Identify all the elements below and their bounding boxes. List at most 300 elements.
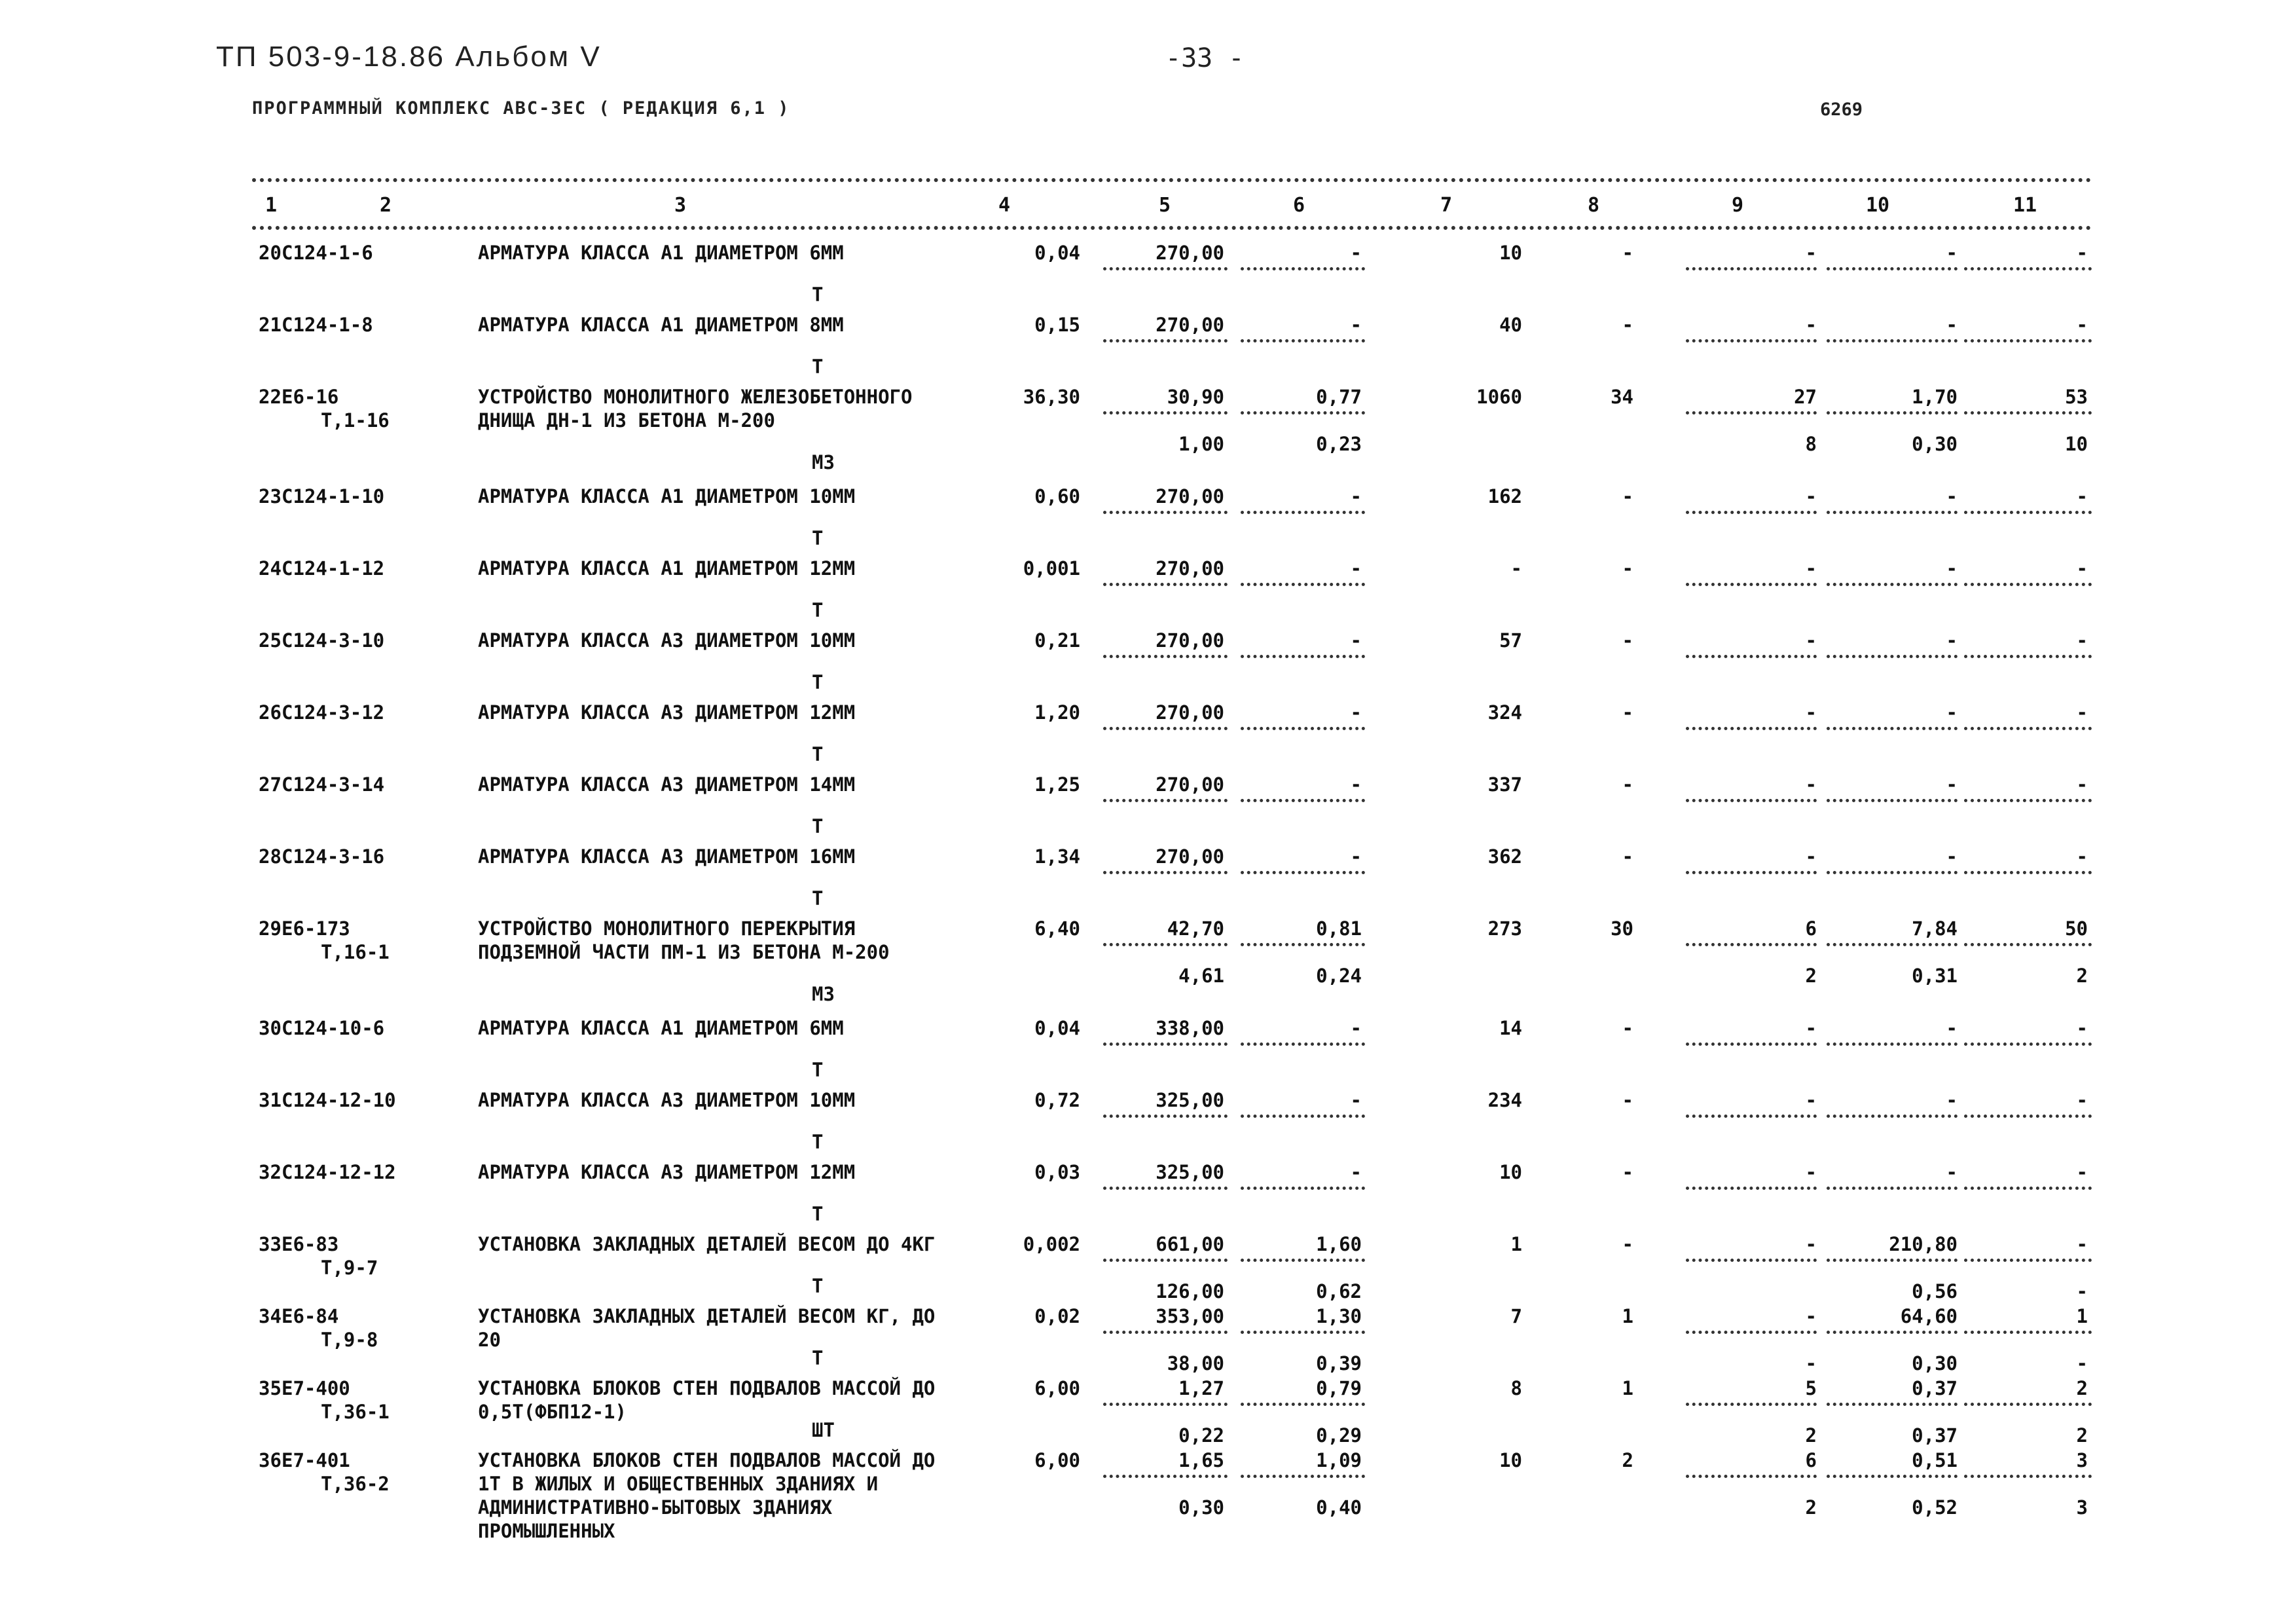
cell-divider-rule <box>1964 943 2092 946</box>
unit-cost: 325,00 <box>1156 1161 1224 1183</box>
cell-divider-rule <box>1241 1475 1365 1478</box>
cell-divider-rule <box>1964 1403 2092 1406</box>
table-row <box>252 1304 2092 1375</box>
table-row <box>252 701 2092 766</box>
cell-divider-rule <box>1964 1115 2092 1118</box>
machine-value: - <box>1622 1161 1633 1183</box>
col10-secondary: 0,30 <box>1912 1352 1958 1375</box>
col-8: 8 <box>1588 194 1600 217</box>
cell-divider-rule <box>1103 1403 1228 1406</box>
col9-value: 6 <box>1805 917 1817 940</box>
work-description: АРМАТУРА КЛАССА А1 ДИАМЕТРОМ 10ММ <box>478 485 856 507</box>
table-header-rule <box>252 226 2092 230</box>
cell-divider-rule <box>1686 1475 1817 1478</box>
cell-divider-rule <box>1686 1403 1817 1406</box>
labor-value: 40 <box>1499 314 1522 336</box>
cell-divider-rule <box>1827 1043 1958 1046</box>
unit-cost-2-secondary: 0,62 <box>1316 1280 1362 1302</box>
unit-cost-2: - <box>1350 845 1362 868</box>
machine-value: - <box>1622 557 1633 580</box>
col9-value: - <box>1805 845 1817 868</box>
cell-divider-rule <box>1103 727 1228 730</box>
quantity: 0,03 <box>1034 1161 1080 1183</box>
row-number: 26 <box>259 701 282 724</box>
rate-code: С124-3-16 <box>282 845 385 868</box>
row-number: 21 <box>259 314 282 336</box>
cell-divider-rule <box>1686 1043 1817 1046</box>
unit-cost: 270,00 <box>1156 314 1224 336</box>
document-code: 6269 <box>1820 100 1863 120</box>
unit-cost: 1,27 <box>1178 1377 1224 1399</box>
table-reference: Т,9-8 <box>321 1329 378 1351</box>
cell-divider-rule <box>1241 1259 1365 1262</box>
unit-cost-2: - <box>1350 485 1362 507</box>
labor-value: 362 <box>1487 845 1522 868</box>
cell-divider-rule <box>1964 1043 2092 1046</box>
table-reference: Т,1-16 <box>321 409 390 432</box>
unit-cost-secondary: 0,22 <box>1178 1424 1224 1447</box>
unit-cost: 270,00 <box>1156 701 1224 724</box>
col10-value: - <box>1946 1017 1958 1039</box>
row-number: 23 <box>259 485 282 507</box>
quantity: 0,72 <box>1034 1089 1080 1111</box>
row-number: 32 <box>259 1161 282 1183</box>
cell-divider-rule <box>1241 1115 1365 1118</box>
col9-secondary: 8 <box>1805 433 1817 455</box>
cell-divider-rule <box>1686 727 1817 730</box>
work-description: АРМАТУРА КЛАССА А3 ДИАМЕТРОМ 10ММ <box>478 1089 856 1111</box>
cell-divider-rule <box>1241 411 1365 415</box>
col10-secondary: 0,52 <box>1912 1496 1958 1519</box>
col11-value: - <box>2076 845 2088 868</box>
col9-value: - <box>1805 1017 1817 1039</box>
table-row <box>252 485 2092 549</box>
machine-value: - <box>1622 314 1633 336</box>
cell-divider-rule <box>1964 871 2092 874</box>
col-11: 11 <box>2013 194 2037 217</box>
col11-secondary: - <box>2076 1280 2088 1302</box>
table-row <box>252 385 2092 473</box>
cell-divider-rule <box>1103 1187 1228 1190</box>
quantity: 0,002 <box>1023 1233 1080 1255</box>
cell-divider-rule <box>1103 1115 1228 1118</box>
cell-divider-rule <box>1103 1475 1228 1478</box>
col9-value: - <box>1805 629 1817 652</box>
unit-of-measure: М3 <box>812 451 835 473</box>
work-description: УСТАНОВКА БЛОКОВ СТЕН ПОДВАЛОВ МАССОЙ ДО 0,5Т(ФБП12-1) <box>478 1377 936 1423</box>
row-number: 30 <box>259 1017 282 1039</box>
cell-divider-rule <box>1827 943 1958 946</box>
row-number: 24 <box>259 557 282 580</box>
cell-divider-rule <box>1103 1043 1228 1046</box>
unit-cost: 270,00 <box>1156 485 1224 507</box>
cell-divider-rule <box>1686 943 1817 946</box>
rate-code: Е6-16 <box>282 386 339 408</box>
cell-divider-rule <box>1686 1115 1817 1118</box>
col11-value: - <box>2076 773 2088 796</box>
col10-secondary: 0,56 <box>1912 1280 1958 1302</box>
unit-of-measure: Т <box>812 527 824 549</box>
unit-cost-2: - <box>1350 701 1362 724</box>
unit-cost-2: - <box>1350 629 1362 652</box>
cell-divider-rule <box>1964 1475 2092 1478</box>
cell-divider-rule <box>1964 511 2092 514</box>
col10-value: 0,51 <box>1912 1449 1958 1471</box>
work-description: УСТРОЙСТВО МОНОЛИТНОГО ПЕРЕКРЫТИЯ ПОДЗЕМНОЙ ЧАСТИ ПМ-1 ИЗ БЕТОНА М-200 <box>478 917 890 963</box>
cell-divider-rule <box>1686 655 1817 658</box>
work-description: АРМАТУРА КЛАССА А1 ДИАМЕТРОМ 12ММ <box>478 557 856 580</box>
col10-secondary: 0,31 <box>1912 965 1958 987</box>
table-row <box>252 845 2092 910</box>
rate-code: С124-12-10 <box>282 1089 396 1111</box>
unit-cost-2: - <box>1350 1017 1362 1039</box>
quantity: 0,04 <box>1034 242 1080 264</box>
cell-divider-rule <box>1103 267 1228 270</box>
cell-divider-rule <box>1241 871 1365 874</box>
col11-value: 3 <box>2076 1449 2088 1471</box>
col11-value: - <box>2076 629 2088 652</box>
cell-divider-rule <box>1241 267 1365 270</box>
table-row <box>252 1160 2092 1225</box>
labor-value: 1 <box>1510 1233 1522 1255</box>
quantity: 6,00 <box>1034 1377 1080 1399</box>
quantity: 0,21 <box>1034 629 1080 652</box>
unit-cost-2: 0,81 <box>1316 917 1362 940</box>
row-number: 33 <box>259 1233 282 1255</box>
unit-of-measure: Т <box>812 356 824 378</box>
cell-divider-rule <box>1103 411 1228 415</box>
unit-cost-2: 1,60 <box>1316 1233 1362 1255</box>
rate-code: С124-3-10 <box>282 629 385 652</box>
col11-secondary: 2 <box>2076 1424 2088 1447</box>
quantity: 0,001 <box>1023 557 1080 580</box>
table-row <box>252 1088 2092 1153</box>
table-top-rule <box>252 178 2092 182</box>
col11-secondary: 3 <box>2076 1496 2088 1519</box>
unit-of-measure: Т <box>812 1131 824 1153</box>
unit-cost: 270,00 <box>1156 629 1224 652</box>
cell-divider-rule <box>1103 1259 1228 1262</box>
cell-divider-rule <box>1103 339 1228 342</box>
col9-value: - <box>1805 1161 1817 1183</box>
unit-of-measure: Т <box>812 815 824 838</box>
quantity: 0,15 <box>1034 314 1080 336</box>
cell-divider-rule <box>1686 1259 1817 1262</box>
col9-value: - <box>1805 701 1817 724</box>
row-number: 34 <box>259 1305 282 1327</box>
col10-value: - <box>1946 629 1958 652</box>
labor-value: 10 <box>1499 1449 1522 1471</box>
cell-divider-rule <box>1964 1259 2092 1262</box>
cell-divider-rule <box>1686 267 1817 270</box>
col11-secondary: - <box>2076 1352 2088 1375</box>
cell-divider-rule <box>1964 727 2092 730</box>
unit-cost: 270,00 <box>1156 242 1224 264</box>
work-description: АРМАТУРА КЛАССА А1 ДИАМЕТРОМ 6ММ <box>478 1017 844 1039</box>
labor-value: 273 <box>1487 917 1522 940</box>
cell-divider-rule <box>1827 511 1958 514</box>
col11-value: - <box>2076 314 2088 336</box>
col9-secondary: 2 <box>1805 1496 1817 1519</box>
unit-cost-secondary: 38,00 <box>1167 1352 1224 1375</box>
unit-of-measure: Т <box>812 284 824 306</box>
col9-secondary: - <box>1805 1352 1817 1375</box>
machine-value: 2 <box>1622 1449 1633 1471</box>
header-subtitle: ПРОГРАММНЫЙ КОМПЛЕКС АВС-3ЕС ( РЕДАКЦИЯ 6,1 ) <box>252 98 790 119</box>
quantity: 1,34 <box>1034 845 1080 868</box>
col11-secondary: 10 <box>2065 433 2088 455</box>
labor-value: 162 <box>1487 485 1522 507</box>
row-number: 27 <box>259 773 282 796</box>
col11-secondary: 2 <box>2076 965 2088 987</box>
table-row <box>252 1449 2092 1566</box>
cell-divider-rule <box>1827 339 1958 342</box>
col9-value: - <box>1805 1089 1817 1111</box>
cell-divider-rule <box>1241 1043 1365 1046</box>
col-9: 9 <box>1732 194 1744 217</box>
unit-cost-2: 1,09 <box>1316 1449 1362 1471</box>
cell-divider-rule <box>1241 511 1365 514</box>
unit-cost: 338,00 <box>1156 1017 1224 1039</box>
table-row <box>252 1016 2092 1081</box>
cell-divider-rule <box>1686 1187 1817 1190</box>
unit-cost-2-secondary: 0,40 <box>1316 1496 1362 1519</box>
cell-divider-rule <box>1827 1259 1958 1262</box>
quantity: 0,02 <box>1034 1305 1080 1327</box>
labor-value: 10 <box>1499 1161 1522 1183</box>
cell-divider-rule <box>1686 511 1817 514</box>
unit-cost: 270,00 <box>1156 845 1224 868</box>
unit-of-measure: Т <box>812 671 824 693</box>
machine-value: - <box>1622 629 1633 652</box>
col10-value: - <box>1946 773 1958 796</box>
cell-divider-rule <box>1103 1331 1228 1334</box>
col-5: 5 <box>1159 194 1171 217</box>
unit-cost-secondary: 126,00 <box>1156 1280 1224 1302</box>
col9-value: - <box>1805 1305 1817 1327</box>
machine-value: - <box>1622 1233 1633 1255</box>
cell-divider-rule <box>1827 655 1958 658</box>
cell-divider-rule <box>1964 655 2092 658</box>
machine-value: 30 <box>1611 917 1633 940</box>
unit-cost-2-secondary: 0,23 <box>1316 433 1362 455</box>
rate-code: Е7-400 <box>282 1377 350 1399</box>
work-description: АРМАТУРА КЛАССА А3 ДИАМЕТРОМ 12ММ <box>478 1161 856 1183</box>
cell-divider-rule <box>1964 267 2092 270</box>
col9-value: - <box>1805 314 1817 336</box>
cell-divider-rule <box>1964 583 2092 586</box>
row-number: 22 <box>259 386 282 408</box>
unit-cost-2: - <box>1350 1161 1362 1183</box>
machine-value: - <box>1622 845 1633 868</box>
cell-divider-rule <box>1686 583 1817 586</box>
col9-value: - <box>1805 242 1817 264</box>
work-description: АРМАТУРА КЛАССА А1 ДИАМЕТРОМ 8ММ <box>478 314 844 336</box>
cell-divider-rule <box>1241 799 1365 802</box>
col10-value: - <box>1946 1089 1958 1111</box>
unit-of-measure: Т <box>812 599 824 621</box>
col11-value: - <box>2076 485 2088 507</box>
col-1: 1 <box>265 194 278 217</box>
cell-divider-rule <box>1827 1475 1958 1478</box>
unit-cost-2: 1,30 <box>1316 1305 1362 1327</box>
rate-code: Е6-173 <box>282 917 350 940</box>
cell-divider-rule <box>1103 511 1228 514</box>
unit-cost-2: - <box>1350 557 1362 580</box>
unit-of-measure: ШТ <box>812 1419 835 1441</box>
work-description: УСТАНОВКА ЗАКЛАДНЫХ ДЕТАЛЕЙ ВЕСОМ КГ, ДО 20 <box>478 1305 936 1351</box>
col9-value: - <box>1805 557 1817 580</box>
col-7: 7 <box>1440 194 1453 217</box>
table-reference: Т,36-2 <box>321 1473 390 1495</box>
cell-divider-rule <box>1103 583 1228 586</box>
cell-divider-rule <box>1964 411 2092 415</box>
unit-cost: 353,00 <box>1156 1305 1224 1327</box>
col9-secondary: 2 <box>1805 1424 1817 1447</box>
col-4: 4 <box>998 194 1011 217</box>
col11-value: - <box>2076 1017 2088 1039</box>
unit-of-measure: Т <box>812 1203 824 1225</box>
quantity: 36,30 <box>1023 386 1080 408</box>
unit-of-measure: Т <box>812 1347 824 1369</box>
unit-cost-2: - <box>1350 773 1362 796</box>
labor-value: 8 <box>1510 1377 1522 1399</box>
col9-value: - <box>1805 485 1817 507</box>
unit-cost: 30,90 <box>1167 386 1224 408</box>
unit-cost: 270,00 <box>1156 773 1224 796</box>
quantity: 0,04 <box>1034 1017 1080 1039</box>
cell-divider-rule <box>1964 339 2092 342</box>
labor-value: 337 <box>1487 773 1522 796</box>
cell-divider-rule <box>1827 583 1958 586</box>
unit-cost-2: 0,79 <box>1316 1377 1362 1399</box>
unit-cost-secondary: 1,00 <box>1178 433 1224 455</box>
table-reference: Т,9-7 <box>321 1257 378 1279</box>
work-description: АРМАТУРА КЛАССА А1 ДИАМЕТРОМ 6ММ <box>478 242 844 264</box>
col10-value: 64,60 <box>1900 1305 1958 1327</box>
unit-cost: 325,00 <box>1156 1089 1224 1111</box>
cell-divider-rule <box>1686 1331 1817 1334</box>
machine-value: 1 <box>1622 1305 1633 1327</box>
unit-of-measure: М3 <box>812 983 835 1005</box>
col11-value: - <box>2076 701 2088 724</box>
col10-value: 0,37 <box>1912 1377 1958 1399</box>
labor-value: 7 <box>1510 1305 1522 1327</box>
work-description: АРМАТУРА КЛАССА А3 ДИАМЕТРОМ 16ММ <box>478 845 856 868</box>
labor-value: 234 <box>1487 1089 1522 1111</box>
rate-code: Е6-83 <box>282 1233 339 1255</box>
table-reference: Т,36-1 <box>321 1401 390 1423</box>
table-row <box>252 773 2092 838</box>
table-row <box>252 557 2092 621</box>
labor-value: - <box>1510 557 1522 580</box>
row-number: 29 <box>259 917 282 940</box>
header-title: ТП 503-9-18.86 Альбом V <box>216 41 602 73</box>
col11-value: 50 <box>2065 917 2088 940</box>
col11-value: 53 <box>2065 386 2088 408</box>
table-row <box>252 313 2092 378</box>
column-numbers <box>252 194 2092 220</box>
rate-code: С124-1-8 <box>282 314 373 336</box>
labor-value: 14 <box>1499 1017 1522 1039</box>
rate-code: Е7-401 <box>282 1449 350 1471</box>
machine-value: - <box>1622 1017 1633 1039</box>
col11-value: - <box>2076 1089 2088 1111</box>
col-10: 10 <box>1866 194 1890 217</box>
col10-secondary: 0,37 <box>1912 1424 1958 1447</box>
cell-divider-rule <box>1241 1187 1365 1190</box>
cell-divider-rule <box>1103 871 1228 874</box>
col9-value: 27 <box>1794 386 1817 408</box>
labor-value: 1060 <box>1476 386 1522 408</box>
cell-divider-rule <box>1103 943 1228 946</box>
unit-of-measure: Т <box>812 1275 824 1297</box>
rate-code: Е6-84 <box>282 1305 339 1327</box>
work-description: УСТРОЙСТВО МОНОЛИТНОГО ЖЕЛЕЗОБЕТОННОГО ДНИЩА ДН-1 ИЗ БЕТОНА М-200 <box>478 386 913 432</box>
cell-divider-rule <box>1827 727 1958 730</box>
unit-cost-2: - <box>1350 314 1362 336</box>
rate-code: С124-1-10 <box>282 485 385 507</box>
rate-code: С124-3-14 <box>282 773 385 796</box>
work-description: АРМАТУРА КЛАССА А3 ДИАМЕТРОМ 12ММ <box>478 701 856 724</box>
quantity: 6,40 <box>1034 917 1080 940</box>
row-number: 35 <box>259 1377 282 1399</box>
cell-divider-rule <box>1241 943 1365 946</box>
cell-divider-rule <box>1827 267 1958 270</box>
cell-divider-rule <box>1241 339 1365 342</box>
machine-value: - <box>1622 701 1633 724</box>
unit-cost-2-secondary: 0,39 <box>1316 1352 1362 1375</box>
table-row <box>252 917 2092 1005</box>
cell-divider-rule <box>1964 1331 2092 1334</box>
row-number: 28 <box>259 845 282 868</box>
cell-divider-rule <box>1827 799 1958 802</box>
rate-code: С124-1-6 <box>282 242 373 264</box>
col-6: 6 <box>1293 194 1305 217</box>
rate-code: С124-3-12 <box>282 701 385 724</box>
work-description: УСТАНОВКА ЗАКЛАДНЫХ ДЕТАЛЕЙ ВЕСОМ ДО 4КГ <box>478 1233 936 1255</box>
cell-divider-rule <box>1686 339 1817 342</box>
machine-value: - <box>1622 485 1633 507</box>
col10-value: 1,70 <box>1912 386 1958 408</box>
rate-code: С124-12-12 <box>282 1161 396 1183</box>
col10-value: - <box>1946 701 1958 724</box>
col10-value: - <box>1946 845 1958 868</box>
machine-value: - <box>1622 1089 1633 1111</box>
col10-value: - <box>1946 557 1958 580</box>
col10-value: - <box>1946 1161 1958 1183</box>
col10-value: - <box>1946 314 1958 336</box>
quantity: 1,20 <box>1034 701 1080 724</box>
col10-value: 210,80 <box>1889 1233 1958 1255</box>
col11-value: - <box>2076 1161 2088 1183</box>
row-number: 20 <box>259 242 282 264</box>
unit-cost-secondary: 0,30 <box>1178 1496 1224 1519</box>
cell-divider-rule <box>1964 1187 2092 1190</box>
cell-divider-rule <box>1827 871 1958 874</box>
cell-divider-rule <box>1241 1331 1365 1334</box>
col11-value: - <box>2076 242 2088 264</box>
unit-cost-2-secondary: 0,24 <box>1316 965 1362 987</box>
row-number: 31 <box>259 1089 282 1111</box>
col11-value: - <box>2076 1233 2088 1255</box>
col10-value: - <box>1946 485 1958 507</box>
col9-value: - <box>1805 773 1817 796</box>
unit-cost: 42,70 <box>1167 917 1224 940</box>
cell-divider-rule <box>1103 655 1228 658</box>
machine-value: - <box>1622 773 1633 796</box>
col-2: 2 <box>380 194 392 217</box>
